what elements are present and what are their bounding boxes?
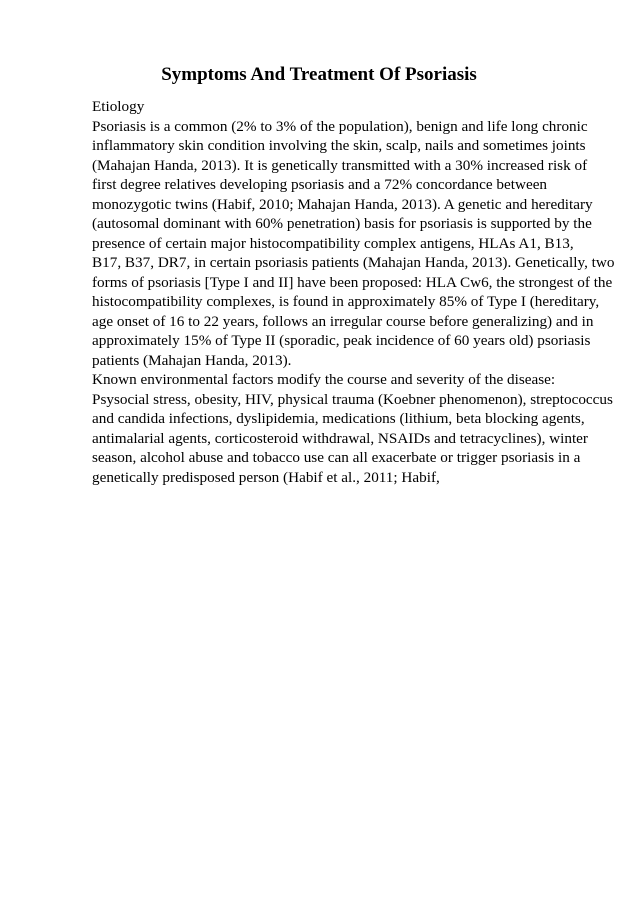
body-line: age onset of 16 to 22 years, follows an irregular course before generalizing) and in — [92, 312, 594, 330]
body-line: approximately 15% of Type II (sporadic, peak incidence of 60 years old) psoriasis — [92, 332, 591, 349]
body-line: genetically predisposed person (Habif et al., 2011; Habif, — [92, 468, 440, 486]
body-line: B17, B37, DR7, in certain psoriasis patients (Mahajan Handa, 2013). Genetically, two — [92, 254, 615, 271]
document-body — [92, 97, 615, 487]
body-line: Psysocial stress, obesity, HIV, physical trauma (Koebner phenomenon), streptococcus — [92, 390, 613, 408]
body-line: (autosomal dominant with 60% penetration) basis for psoriasis is supported by the — [92, 215, 592, 232]
body-line: first degree relatives developing psoriasis and a 72% concordance between — [92, 176, 548, 193]
body-line: forms of psoriasis [Type I and II] have been proposed: HLA Cw6, the strongest of the — [92, 273, 613, 291]
body-line: presence of certain major histocompatibility complex antigens, HLAs A1, B13, — [92, 234, 574, 252]
body-line: histocompatibility complexes, is found in approximately 85% of Type I (hereditary, — [92, 293, 600, 310]
body-line: season, alcohol abuse and tobacco use can all exacerbate or trigger psoriasis in a — [92, 449, 581, 466]
body-line: antimalarial agents, corticosteroid withdrawal, NSAIDs and tetracyclines), winter — [92, 429, 588, 447]
body-line: patients (Mahajan Handa, 2013). — [92, 351, 292, 369]
body-line: monozygotic twins (Habif, 2010; Mahajan Handa, 2013). A genetic and hereditary — [92, 195, 593, 213]
body-line: Known environmental factors modify the course and severity of the disease: — [92, 371, 556, 388]
body-line: Psoriasis is a common (2% to 3% of the population), benign and life long chronic — [92, 117, 588, 135]
body-line: inflammatory skin condition involving the skin, scalp, nails and sometimes joints — [92, 137, 586, 154]
body-line: (Mahajan Handa, 2013). It is genetically transmitted with a 30% increased risk of — [92, 156, 588, 174]
body-line: and candida infections, dyslipidemia, medications (lithium, beta blocking agents, — [92, 410, 585, 427]
document-title: Symptoms And Treatment Of Psoriasis — [161, 64, 477, 85]
section-heading-etiology: Etiology — [92, 98, 145, 115]
